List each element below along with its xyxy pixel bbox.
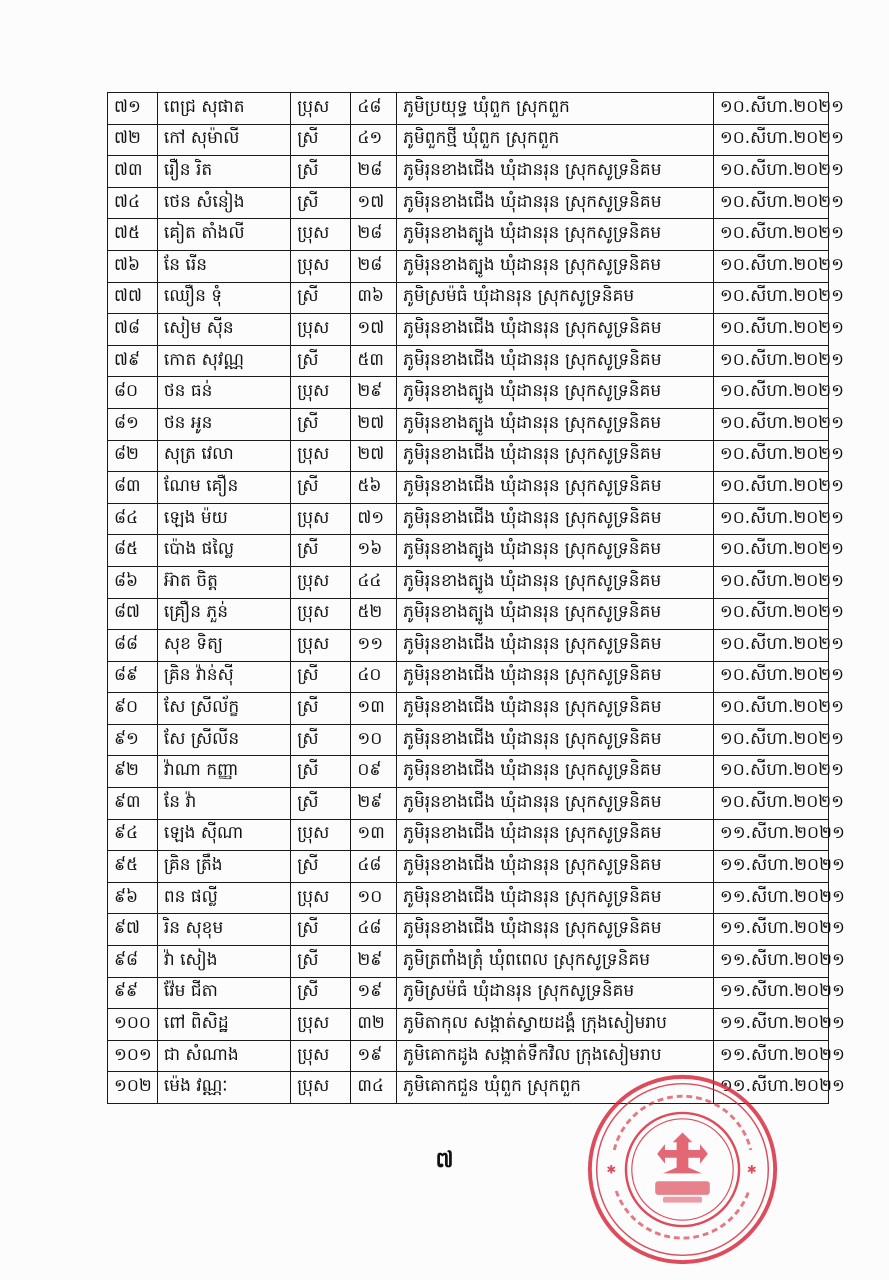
age-cell: ១៩: [351, 1040, 397, 1072]
full-name-cell: នែ រើន: [157, 250, 290, 282]
full-name-cell: ពៅ ពិសិដ្ឋ: [157, 1009, 290, 1041]
address-cell: ភូមិរុនខាងជើង ឃុំដានរុន ស្រុកសូទ្រនិគម: [397, 472, 714, 504]
table-row: [108, 946, 829, 978]
sex-cell: ស្រី: [291, 788, 351, 820]
sex-cell: ស្រី: [291, 124, 351, 156]
sex-cell: ប្រុស: [291, 93, 351, 125]
table-row: [108, 724, 829, 756]
row-number-cell: ៨៩: [108, 661, 158, 693]
full-name-cell: ថន អូន: [157, 408, 290, 440]
address-cell: ភូមិរុនខាងជើង ឃុំដានរុន ស្រុកសូទ្រនិគម: [397, 724, 714, 756]
full-name-cell: គៀត តាំងលី: [157, 219, 290, 251]
table-row: [108, 788, 829, 820]
age-cell: ១៧: [351, 187, 397, 219]
full-name-cell: គ្រឿន ភួន់: [157, 598, 290, 630]
age-cell: ៥២: [351, 598, 397, 630]
svg-text:✱: ✱: [606, 1162, 617, 1177]
sex-cell: ស្រី: [291, 156, 351, 188]
official-seal-icon: [585, 1072, 780, 1267]
table-row: [108, 756, 829, 788]
sex-cell: ស្រី: [291, 946, 351, 978]
row-number-cell: ៩៣: [108, 788, 158, 820]
address-cell: ភូមិរុនខាងត្បូង ឃុំដានរុន ស្រុកសូទ្រនិគម: [397, 566, 714, 598]
sex-cell: ប្រុស: [291, 1009, 351, 1041]
sex-cell: ប្រុស: [291, 250, 351, 282]
row-number-cell: ៩៥: [108, 851, 158, 883]
address-cell: ភូមិស្រម៉ធំ ឃុំដានរុន ស្រុកសូទ្រនិគម: [397, 282, 714, 314]
age-cell: ៤៨: [351, 914, 397, 946]
sex-cell: ស្រី: [291, 345, 351, 377]
age-cell: ២៧: [351, 408, 397, 440]
age-cell: ១៣: [351, 693, 397, 725]
table-row: [108, 472, 829, 504]
age-cell: ១០: [351, 882, 397, 914]
full-name-cell: នែ វ៉ា: [157, 788, 290, 820]
row-number-cell: ១០០: [108, 1009, 158, 1041]
date-cell: ១០.សីហា.២០២១: [713, 377, 828, 409]
table-row: [108, 598, 829, 630]
row-number-cell: ៧១: [108, 93, 158, 125]
date-cell: ១០.សីហា.២០២១: [713, 345, 828, 377]
table-row: [108, 345, 829, 377]
age-cell: ២៩: [351, 946, 397, 978]
date-cell: ១០.សីហា.២០២១: [713, 187, 828, 219]
age-cell: ២៩: [351, 377, 397, 409]
full-name-cell: ថន ធន់: [157, 377, 290, 409]
full-name-cell: វ៉ែម ជីតា: [157, 977, 290, 1009]
date-cell: ១១.សីហា.២០២១: [713, 946, 828, 978]
age-cell: ២៩: [351, 788, 397, 820]
sex-cell: ស្រី: [291, 756, 351, 788]
date-cell: ១១.សីហា.២០២១: [713, 851, 828, 883]
date-cell: ១០.សីហា.២០២១: [713, 503, 828, 535]
table-row: [108, 503, 829, 535]
age-cell: ៤៤: [351, 566, 397, 598]
date-cell: ១០.សីហា.២០២១: [713, 219, 828, 251]
address-cell: ភូមិរុនខាងជើង ឃុំដានរុន ស្រុកសូទ្រនិគម: [397, 440, 714, 472]
age-cell: ១៩: [351, 977, 397, 1009]
sex-cell: ស្រី: [291, 535, 351, 567]
address-cell: ភូមិរុនខាងជើង ឃុំដានរុន ស្រុកសូទ្រនិគម: [397, 345, 714, 377]
row-number-cell: ៩៦: [108, 882, 158, 914]
table-row: [108, 693, 829, 725]
address-cell: ភូមិរុនខាងត្បូង ឃុំដានរុន ស្រុកសូទ្រនិគម: [397, 408, 714, 440]
table-row: [108, 314, 829, 346]
sex-cell: ប្រុស: [291, 219, 351, 251]
row-number-cell: ៧៩: [108, 345, 158, 377]
age-cell: ២៨: [351, 156, 397, 188]
sex-cell: ប្រុស: [291, 819, 351, 851]
table-row: [108, 535, 829, 567]
row-number-cell: ៩៤: [108, 819, 158, 851]
address-cell: ភូមិត្រពាំងត្រុំ ឃុំពពេល ស្រុកសូទ្រនិគម: [397, 946, 714, 978]
date-cell: ១១.សីហា.២០២១: [713, 882, 828, 914]
date-cell: ១០.សីហា.២០២១: [713, 630, 828, 662]
row-number-cell: ៨៥: [108, 535, 158, 567]
age-cell: ០៩: [351, 756, 397, 788]
sex-cell: ប្រុស: [291, 314, 351, 346]
date-cell: ១០.សីហា.២០២១: [713, 724, 828, 756]
table-row: [108, 819, 829, 851]
address-cell: ភូមិរុនខាងត្បូង ឃុំដានរុន ស្រុកសូទ្រនិគម: [397, 250, 714, 282]
full-name-cell: រឿន រិត: [157, 156, 290, 188]
address-cell: ភូមិរុនខាងត្បូង ឃុំដានរុន ស្រុកសូទ្រនិគម: [397, 535, 714, 567]
date-cell: ១០.សីហា.២០២១: [713, 566, 828, 598]
address-cell: ភូមិគោកជួន ឃុំពួក ស្រុកពួក: [397, 1072, 714, 1104]
table-row: [108, 661, 829, 693]
age-cell: ៣២: [351, 1009, 397, 1041]
sex-cell: ស្រី: [291, 472, 351, 504]
date-cell: ១០.សីហា.២០២១: [713, 472, 828, 504]
age-cell: ៤៨: [351, 851, 397, 883]
table-row: [108, 377, 829, 409]
sex-cell: ប្រុស: [291, 440, 351, 472]
full-name-cell: កៅ សុម៉ាលី: [157, 124, 290, 156]
table-row: [108, 914, 829, 946]
row-number-cell: ៧៧: [108, 282, 158, 314]
date-cell: ១១.សីហា.២០២១: [713, 819, 828, 851]
address-cell: ភូមិស្រម៉ធំ ឃុំដានរុន ស្រុកសូទ្រនិគម: [397, 977, 714, 1009]
sex-cell: ស្រី: [291, 408, 351, 440]
table-row: [108, 566, 829, 598]
date-cell: ១១.សីហា.២០២១: [713, 977, 828, 1009]
address-cell: ភូមិរុនខាងជើង ឃុំដានរុន ស្រុកសូទ្រនិគម: [397, 914, 714, 946]
address-cell: ភូមិរុនខាងជើង ឃុំដានរុន ស្រុកសូទ្រនិគម: [397, 756, 714, 788]
table-row: [108, 977, 829, 1009]
sex-cell: ស្រី: [291, 187, 351, 219]
table-row: [108, 1040, 829, 1072]
table-row: [108, 440, 829, 472]
table-row: [108, 93, 829, 125]
row-number-cell: ១០១: [108, 1040, 158, 1072]
date-cell: ១០.សីហា.២០២១: [713, 661, 828, 693]
table-row: [108, 219, 829, 251]
address-cell: ភូមិរុនខាងជើង ឃុំដានរុន ស្រុកសូទ្រនិគម: [397, 851, 714, 883]
page-number: ៧: [435, 1148, 454, 1173]
date-cell: ១០.សីហា.២០២១: [713, 250, 828, 282]
address-cell: ភូមិប្រយុទ្ធ ឃុំពួក ស្រុកពួក: [397, 93, 714, 125]
age-cell: ៤០: [351, 661, 397, 693]
address-cell: ភូមិរុនខាងជើង ឃុំដានរុន ស្រុកសូទ្រនិគម: [397, 693, 714, 725]
age-cell: ៥៣: [351, 345, 397, 377]
full-name-cell: វ៉ាណា កញ្ញា: [157, 756, 290, 788]
row-number-cell: ៧៣: [108, 156, 158, 188]
row-number-cell: ៩៩: [108, 977, 158, 1009]
full-name-cell: ឡេង ម៉យ: [157, 503, 290, 535]
sex-cell: ស្រី: [291, 693, 351, 725]
age-cell: ៥៦: [351, 472, 397, 504]
address-cell: ភូមិរុនខាងជើង ឃុំដានរុន ស្រុកសូទ្រនិគម: [397, 661, 714, 693]
age-cell: ២៨: [351, 219, 397, 251]
full-name-cell: ម៉េង វណ្ណៈ: [157, 1072, 290, 1104]
address-cell: ភូមិរុនខាងត្បូង ឃុំដានរុន ស្រុកសូទ្រនិគម: [397, 219, 714, 251]
sex-cell: ស្រី: [291, 724, 351, 756]
row-number-cell: ៩៧: [108, 914, 158, 946]
address-cell: ភូមិរុនខាងជើង ឃុំដានរុន ស្រុកសូទ្រនិគម: [397, 156, 714, 188]
row-number-cell: ៩០: [108, 693, 158, 725]
table-row: [108, 1009, 829, 1041]
age-cell: ៣៦: [351, 282, 397, 314]
row-number-cell: ៩២: [108, 756, 158, 788]
row-number-cell: ១០២: [108, 1072, 158, 1104]
sex-cell: ប្រុស: [291, 1072, 351, 1104]
date-cell: ១០.សីហា.២០២១: [713, 788, 828, 820]
table-row: [108, 282, 829, 314]
sex-cell: ប្រុស: [291, 503, 351, 535]
row-number-cell: ៨៤: [108, 503, 158, 535]
table-row: [108, 630, 829, 662]
full-name-cell: ពន ផល្លី: [157, 882, 290, 914]
sex-cell: ប្រុស: [291, 630, 351, 662]
full-name-cell: រិន សុខុម: [157, 914, 290, 946]
full-name-cell: ឡេង ស៊ីណា: [157, 819, 290, 851]
full-name-cell: សុត្រ វេលា: [157, 440, 290, 472]
address-cell: ភូមិរុនខាងជើង ឃុំដានរុន ស្រុកសូទ្រនិគម: [397, 314, 714, 346]
date-cell: ១០.សីហា.២០២១: [713, 535, 828, 567]
age-cell: ១៧: [351, 314, 397, 346]
row-number-cell: ៩១: [108, 724, 158, 756]
sex-cell: ប្រុស: [291, 566, 351, 598]
full-name-cell: គ្រិន ត្រឹង: [157, 851, 290, 883]
row-number-cell: ៨៧: [108, 598, 158, 630]
date-cell: ១០.សីហា.២០២១: [713, 408, 828, 440]
row-number-cell: ៨៣: [108, 472, 158, 504]
row-number-cell: ៨០: [108, 377, 158, 409]
age-cell: ៤១: [351, 124, 397, 156]
date-cell: ១១.សីហា.២០២១: [713, 1040, 828, 1072]
age-cell: ៧១: [351, 503, 397, 535]
full-name-cell: សែ ស្រីល័ក្ខ: [157, 693, 290, 725]
address-cell: ភូមិរុនខាងជើង ឃុំដានរុន ស្រុកសូទ្រនិគម: [397, 187, 714, 219]
full-name-cell: គ្រិន វ៉ាន់ស៊ី: [157, 661, 290, 693]
age-cell: ៤៨: [351, 93, 397, 125]
age-cell: ៣៤: [351, 1072, 397, 1104]
row-number-cell: ៨២: [108, 440, 158, 472]
table-row: [108, 250, 829, 282]
address-cell: ភូមិរុនខាងត្បូង ឃុំដានរុន ស្រុកសូទ្រនិគម: [397, 598, 714, 630]
table-row: [108, 187, 829, 219]
sex-cell: ស្រី: [291, 977, 351, 1009]
full-name-cell: ពេជ្រ សុផាត: [157, 93, 290, 125]
date-cell: ១០.សីហា.២០២១: [713, 156, 828, 188]
full-name-cell: សុខ ទិត្យ: [157, 630, 290, 662]
full-name-cell: សៀម ស៊ីន: [157, 314, 290, 346]
address-cell: ភូមិរុនខាងជើង ឃុំដានរុន ស្រុកសូទ្រនិគម: [397, 882, 714, 914]
sex-cell: ស្រី: [291, 282, 351, 314]
date-cell: ១០.សីហា.២០២១: [713, 756, 828, 788]
age-cell: ២៨: [351, 250, 397, 282]
row-number-cell: ៩៨: [108, 946, 158, 978]
address-cell: ភូមិតាកុល សង្កាត់ស្វាយដង្គំ ក្រុងសៀមរាប: [397, 1009, 714, 1041]
patient-table: [107, 92, 845, 1104]
row-number-cell: ៧៥: [108, 219, 158, 251]
full-name-cell: ប៉ោង ផល្លៃ: [157, 535, 290, 567]
full-name-cell: សែ ស្រីលីន: [157, 724, 290, 756]
row-number-cell: ៨៨: [108, 630, 158, 662]
address-cell: ភូមិរុនខាងជើង ឃុំដានរុន ស្រុកសូទ្រនិគម: [397, 503, 714, 535]
address-cell: ភូមិរុនខាងត្បូង ឃុំដានរុន ស្រុកសូទ្រនិគម: [397, 377, 714, 409]
age-cell: ២៧: [351, 440, 397, 472]
table-row: [108, 851, 829, 883]
row-number-cell: ៧៦: [108, 250, 158, 282]
date-cell: ១១.សីហា.២០២១: [713, 1009, 828, 1041]
full-name-cell: ថេន សំនៀង: [157, 187, 290, 219]
address-cell: ភូមិពួកថ្មី ឃុំពួក ស្រុកពួក: [397, 124, 714, 156]
address-cell: ភូមិរុនខាងជើង ឃុំដានរុន ស្រុកសូទ្រនិគម: [397, 630, 714, 662]
full-name-cell: កោត សុវណ្ណ: [157, 345, 290, 377]
date-cell: ១១.សីហា.២០២១: [713, 914, 828, 946]
table-row: [108, 124, 829, 156]
row-number-cell: ៨១: [108, 408, 158, 440]
date-cell: ១១.សីហា.២០២១: [713, 1072, 828, 1104]
date-cell: ១០.សីហា.២០២១: [713, 440, 828, 472]
address-cell: ភូមិរុនខាងជើង ឃុំដានរុន ស្រុកសូទ្រនិគម: [397, 819, 714, 851]
row-number-cell: ៧២: [108, 124, 158, 156]
sex-cell: ស្រី: [291, 661, 351, 693]
date-cell: ១០.សីហា.២០២១: [713, 314, 828, 346]
table-body: [108, 93, 845, 1104]
sex-cell: ប្រុស: [291, 1040, 351, 1072]
sex-cell: ប្រុស: [291, 377, 351, 409]
address-cell: ភូមិគោកដូង សង្កាត់ទឹកវិល ក្រុងសៀមរាប: [397, 1040, 714, 1072]
date-cell: ១០.សីហា.២០២១: [713, 124, 828, 156]
full-name-cell: វ៉ា សៀង: [157, 946, 290, 978]
full-name-cell: អ៊ាត ចិត្ត: [157, 566, 290, 598]
sex-cell: ប្រុស: [291, 882, 351, 914]
row-number-cell: ៨៦: [108, 566, 158, 598]
sex-cell: ស្រី: [291, 851, 351, 883]
full-name-cell: ជា សំណាង: [157, 1040, 290, 1072]
full-name-cell: ឈឿន ទុំ: [157, 282, 290, 314]
address-cell: ភូមិរុនខាងជើង ឃុំដានរុន ស្រុកសូទ្រនិគម: [397, 788, 714, 820]
table-row: [108, 156, 829, 188]
age-cell: ១០: [351, 724, 397, 756]
table-row: [108, 882, 829, 914]
date-cell: ១០.សីហា.២០២១: [713, 93, 828, 125]
age-cell: ១៣: [351, 819, 397, 851]
full-name-cell: ណែម គឿន: [157, 472, 290, 504]
date-cell: ១០.សីហា.២០២១: [713, 693, 828, 725]
row-number-cell: ៧៤: [108, 187, 158, 219]
age-cell: ១១: [351, 630, 397, 662]
row-number-cell: ៧៨: [108, 314, 158, 346]
date-cell: ១០.សីហា.២០២១: [713, 282, 828, 314]
sex-cell: ប្រុស: [291, 598, 351, 630]
table-row: [108, 408, 829, 440]
sex-cell: ស្រី: [291, 914, 351, 946]
svg-text:✱: ✱: [746, 1162, 757, 1177]
age-cell: ១៦: [351, 535, 397, 567]
date-cell: ១០.សីហា.២០២១: [713, 598, 828, 630]
